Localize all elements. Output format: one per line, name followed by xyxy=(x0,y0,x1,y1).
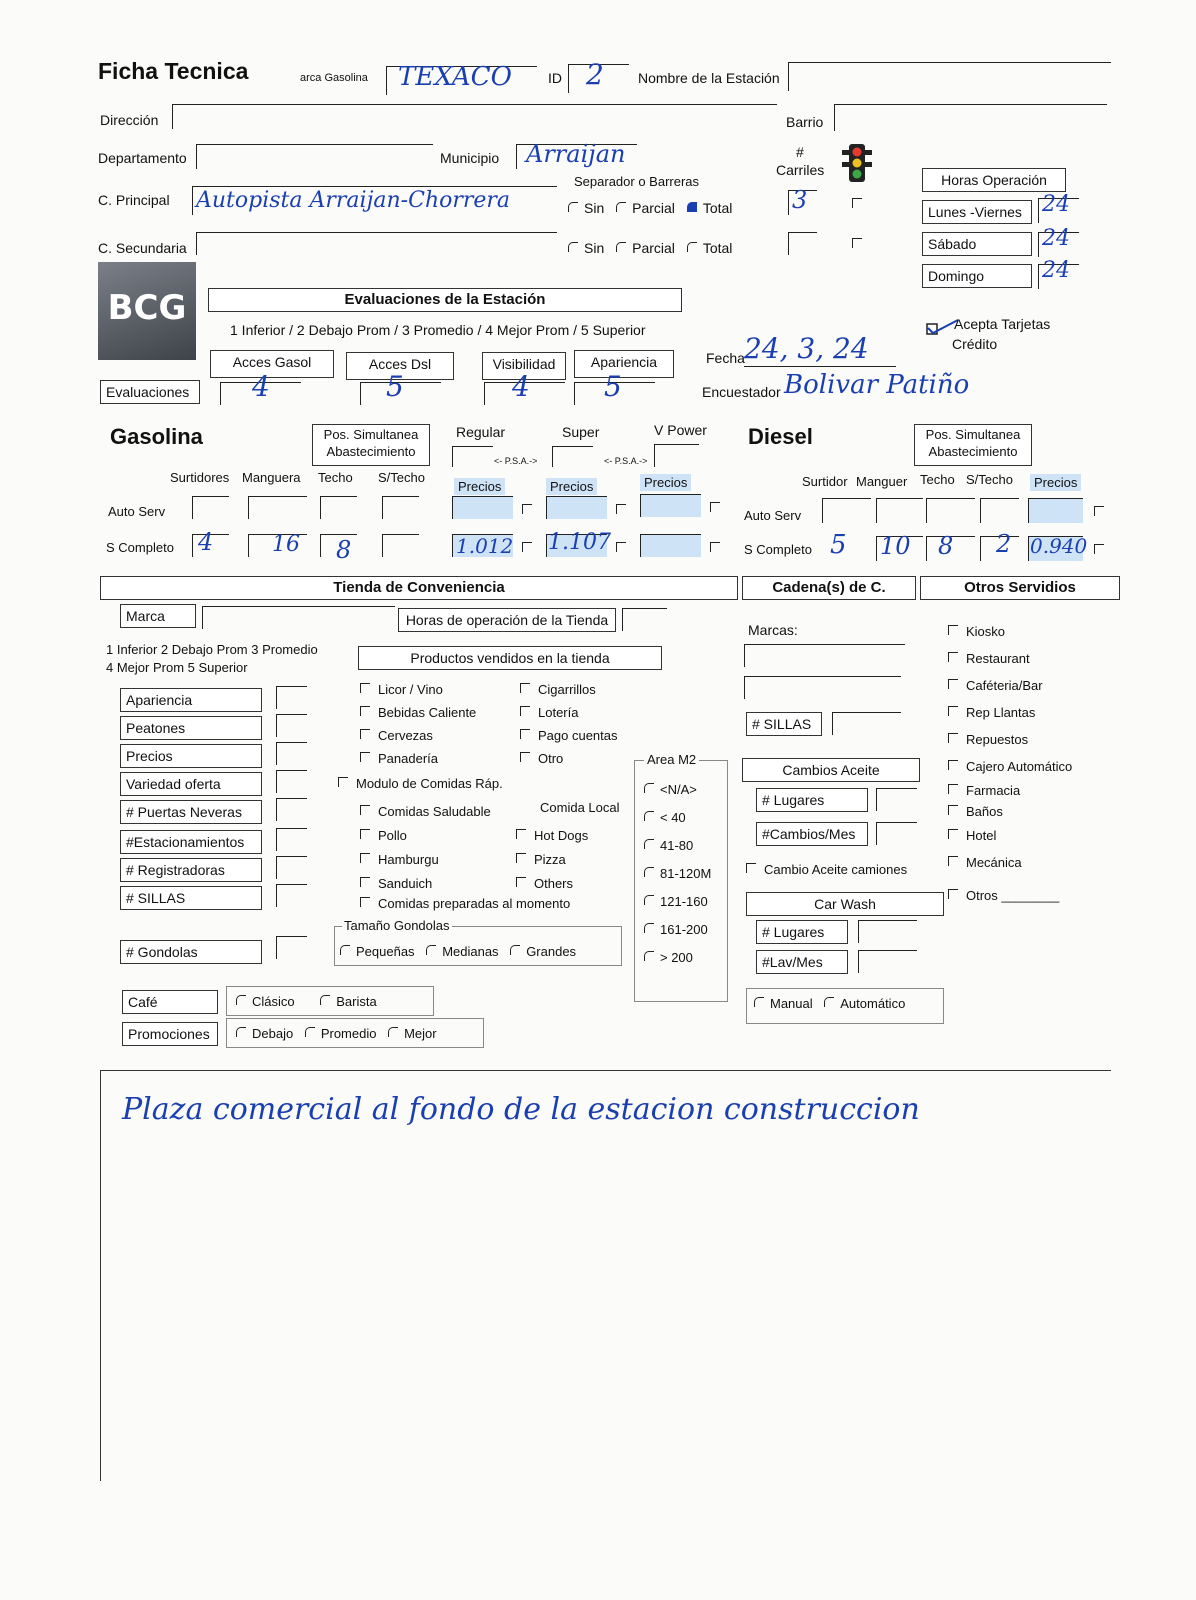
radio-parcial[interactable] xyxy=(616,202,626,212)
as-regular-checkbox[interactable] xyxy=(522,502,540,520)
tienda-scale-1: 1 Inferior 2 Debajo Prom 3 Promedio xyxy=(106,642,318,657)
radio-area-81-120[interactable]: 81-120M xyxy=(636,860,711,888)
tamano-radios[interactable]: Pequeñas Medianas Grandes xyxy=(332,944,576,959)
producto-bebidas[interactable]: Bebidas Caliente xyxy=(360,701,476,724)
as-manguera-field[interactable] xyxy=(248,496,307,519)
d-sc-manguer-value: 10 xyxy=(880,532,911,560)
as-vpower-precio-field[interactable] xyxy=(640,494,701,517)
comida-pollo[interactable]: Pollo xyxy=(360,824,491,848)
psa-label-2: <- P.S.A.-> xyxy=(604,456,648,466)
rating-registradoras-field[interactable] xyxy=(276,856,307,879)
sc-regular-checkbox[interactable] xyxy=(522,540,540,558)
acces-gasol-label: Acces Gasol xyxy=(210,350,334,378)
as-surtidores-field[interactable] xyxy=(192,496,229,519)
rating-peatones-field[interactable] xyxy=(276,714,307,737)
acces-gasol-value: 4 xyxy=(252,370,270,403)
acces-dsl-label: Acces Dsl xyxy=(346,352,454,380)
radio-area-na[interactable]: <N/A> xyxy=(636,776,711,804)
barrio-label: Barrio xyxy=(786,114,824,130)
marca-value: TEXACO xyxy=(398,62,512,92)
municipio-value: Arraijan xyxy=(526,140,626,168)
area-title: Area M2 xyxy=(644,752,699,767)
cambios-mes-label: #Cambios/Mes xyxy=(756,822,868,846)
acces-dsl-value: 5 xyxy=(386,370,404,403)
psa-super-field[interactable] xyxy=(552,446,593,467)
productos-title: Productos vendidos en la tienda xyxy=(358,646,662,670)
as-super-precio-field[interactable] xyxy=(546,496,607,519)
otros-banos[interactable]: Baños xyxy=(948,802,1072,822)
comidas-preparadas[interactable]: Comidas preparadas al momento xyxy=(360,896,570,911)
otros-restaurant[interactable]: Restaurant xyxy=(948,645,1072,672)
radio-clasico[interactable] xyxy=(236,995,246,1005)
carwash-title: Car Wash xyxy=(746,892,944,916)
diesel-techo-label: Techo xyxy=(920,472,955,487)
precios-super-label: Precios xyxy=(546,478,597,495)
producto-cervezas[interactable]: Cervezas xyxy=(360,724,476,747)
otros-repuestos[interactable]: Repuestos xyxy=(948,726,1072,753)
as-techo-field[interactable] xyxy=(320,496,357,519)
diesel-precios-label: Precios xyxy=(1030,474,1081,491)
comida-hamburgu[interactable]: Hamburgu xyxy=(360,848,491,872)
radio-promedio[interactable] xyxy=(305,1027,315,1037)
psa-regular-field[interactable] xyxy=(452,446,493,467)
rating-sillas-label: # SILLAS xyxy=(120,886,262,910)
carwash-lugares-field[interactable] xyxy=(858,920,917,943)
marca-label: arca Gasolina xyxy=(300,72,368,84)
horas-sab-value: 24 xyxy=(1042,226,1070,251)
psa-vpower-field[interactable] xyxy=(654,444,699,467)
gondolas-field[interactable] xyxy=(276,936,307,959)
promociones-label: Promociones xyxy=(122,1022,218,1046)
carriles-value: 3 xyxy=(792,186,808,214)
horas-lv-value: 24 xyxy=(1042,192,1070,217)
gasolina-pos-simultanea: Pos. Simultanea Abastecimiento xyxy=(312,424,430,466)
diesel-stecho-label: S/Techo xyxy=(966,472,1013,487)
notes-text: Plaza comercial al fondo de la estacion construccion xyxy=(122,1092,920,1127)
radio-area-161-200[interactable]: 161-200 xyxy=(636,916,711,944)
visibilidad-label: Visibilidad xyxy=(482,352,566,380)
d-as-checkbox[interactable] xyxy=(1094,504,1112,522)
as-stecho-field[interactable] xyxy=(382,496,419,519)
marcas-field-1[interactable] xyxy=(744,644,905,667)
as-super-checkbox[interactable] xyxy=(616,502,634,520)
auto-serv-label: Auto Serv xyxy=(108,504,166,519)
otros-cajero[interactable]: Cajero Automático xyxy=(948,753,1072,780)
tienda-marca-label: Marca xyxy=(120,604,196,628)
super-label: Super xyxy=(562,424,600,440)
cambios-aceite-title: Cambios Aceite xyxy=(742,758,920,782)
as-vpower-checkbox[interactable] xyxy=(710,500,728,518)
otros-mecanica[interactable]: Mecánica xyxy=(948,849,1072,876)
rating-precios-field[interactable] xyxy=(276,742,307,765)
diesel-s-completo-label: S Completo xyxy=(744,542,812,557)
otros-list xyxy=(948,618,1072,909)
otros-otros[interactable]: Otros ________ xyxy=(948,882,1072,909)
comida-saludable[interactable]: Comidas Saludable xyxy=(360,800,491,824)
rating-estacionamientos-label: #Estacionamientos xyxy=(120,830,262,854)
s-completo-label: S Completo xyxy=(106,540,174,555)
d-sc-techo-value: 8 xyxy=(938,532,954,560)
producto-otro[interactable]: Otro xyxy=(520,747,618,770)
carriles-label: Carriles xyxy=(776,162,825,178)
secundaria-label: C. Secundaria xyxy=(98,240,187,256)
radio-area-121-160[interactable]: 121-160 xyxy=(636,888,711,916)
municipio-label: Municipio xyxy=(440,150,500,166)
rating-sillas-field[interactable] xyxy=(276,884,307,907)
d-sc-surtidor-value: 5 xyxy=(830,530,847,560)
evaluaciones-title: Evaluaciones de la Estación xyxy=(208,288,682,312)
radio-area-40[interactable]: < 40 xyxy=(636,804,711,832)
carriles-hash: # xyxy=(796,144,804,160)
sc-stecho-field[interactable] xyxy=(382,534,419,557)
precios-vpower-label: Precios xyxy=(640,474,691,491)
d-as-techo-field[interactable] xyxy=(926,498,975,523)
radio-medianas[interactable] xyxy=(426,945,436,955)
d-sc-checkbox[interactable] xyxy=(1094,542,1112,560)
fecha-line xyxy=(744,366,896,367)
separador-principal-radios[interactable]: Sin Parcial Total xyxy=(560,200,732,216)
promociones-radios[interactable]: Debajo Promedio Mejor xyxy=(228,1026,437,1041)
vpower-label: V Power xyxy=(654,422,707,438)
cafe-label: Café xyxy=(122,990,218,1014)
gondolas-label: # Gondolas xyxy=(120,940,262,964)
comidas-right xyxy=(516,824,588,896)
rating-registradoras-label: # Registradoras xyxy=(120,858,262,882)
stecho-label: S/Techo xyxy=(378,470,425,485)
producto-cigarrillos[interactable]: Cigarrillos xyxy=(520,678,618,701)
principal-value: Autopista Arraijan-Chorrera xyxy=(196,188,511,213)
carwash-radios[interactable]: Manual Automático xyxy=(746,996,905,1011)
tienda-marca-field[interactable] xyxy=(202,606,395,629)
psa-label-1: <- P.S.A.-> xyxy=(494,456,538,466)
evaluaciones-scale: 1 Inferior / 2 Debajo Prom / 3 Promedio / 4 Mejor Prom / 5 Superior xyxy=(230,322,646,338)
comida-pizza[interactable]: Pizza xyxy=(516,848,588,872)
radio-debajo[interactable] xyxy=(236,1027,246,1037)
otros-farmacia[interactable]: Farmacia xyxy=(948,780,1072,802)
separador-label: Separador o Barreras xyxy=(574,174,700,189)
sc-super-precio-value: 1.107 xyxy=(548,530,611,555)
rating-variedad-field[interactable] xyxy=(276,770,307,793)
rating-puertas-field[interactable] xyxy=(276,798,307,821)
radio-barista[interactable] xyxy=(320,995,330,1005)
departamento-field[interactable] xyxy=(196,144,433,169)
diesel-auto-serv-label: Auto Serv xyxy=(744,508,802,523)
id-label: ID xyxy=(548,70,562,86)
evaluaciones-row-label: Evaluaciones xyxy=(100,380,200,404)
cambio-camiones[interactable]: Cambio Aceite camiones xyxy=(746,862,907,877)
secundaria-field[interactable] xyxy=(196,232,557,255)
surtidores-label: Surtidores xyxy=(170,470,230,485)
rating-peatones-label: Peatones xyxy=(120,716,262,740)
carwash-lav-label: #Lav/Mes xyxy=(756,950,848,974)
visibilidad-value: 4 xyxy=(512,370,530,403)
producto-licor[interactable]: Licor / Vino xyxy=(360,678,476,701)
radio-area-41-80[interactable]: 41-80 xyxy=(636,832,711,860)
surtidor-label: Surtidor xyxy=(802,474,848,489)
sc-techo-value: 8 xyxy=(336,536,352,564)
techo-label: Techo xyxy=(318,470,353,485)
otros-cafeteria[interactable]: Caféteria/Bar xyxy=(948,672,1072,699)
radio-area-200[interactable]: > 200 xyxy=(636,944,711,972)
departamento-label: Departamento xyxy=(98,150,187,166)
marcas-label: Marcas: xyxy=(748,622,798,638)
acepta-tarjetas-label: Acepta Tarjetas xyxy=(954,316,1051,332)
bcg-logo: BCG xyxy=(98,262,196,360)
traffic-light-icon xyxy=(840,142,874,189)
tamano-gondolas-label: Tamaño Gondolas xyxy=(344,918,450,933)
credito-label: Crédito xyxy=(952,336,998,352)
fecha-value: 24, 3, 24 xyxy=(744,332,869,365)
producto-loteria[interactable]: Lotería xyxy=(520,701,618,724)
carwash-lugares-label: # Lugares xyxy=(756,920,848,944)
cadenas-sillas-label: # SILLAS xyxy=(746,712,822,736)
diesel-title: Diesel xyxy=(748,424,813,449)
d-sc-stecho-value: 2 xyxy=(996,530,1012,558)
radio-grandes[interactable] xyxy=(510,945,520,955)
fecha-label: Fecha xyxy=(706,350,745,366)
otros-hotel[interactable]: Hotel xyxy=(948,822,1072,849)
sc-vpower-precio-field[interactable] xyxy=(640,534,701,557)
carriles-secundaria-field[interactable] xyxy=(788,232,817,255)
sc-surtidores-value: 4 xyxy=(198,528,214,556)
d-sc-precio-value: 0.940 xyxy=(1030,534,1088,558)
page-title: Ficha Tecnica xyxy=(98,58,249,84)
cadenas-title: Cadena(s) de C. xyxy=(742,576,916,600)
rating-precios-label: Precios xyxy=(120,744,262,768)
precios-regular-label: Precios xyxy=(454,478,505,495)
producto-pago-cuentas[interactable]: Pago cuentas xyxy=(520,724,618,747)
carwash-lav-field[interactable] xyxy=(858,950,917,973)
tienda-horas-field[interactable] xyxy=(622,608,667,631)
area-options xyxy=(636,776,711,972)
tienda-scale-2: 4 Mejor Prom 5 Superior xyxy=(106,660,248,675)
semaforo-principal-checkbox[interactable] xyxy=(852,196,870,214)
rating-variedad-label: Variedad oferta xyxy=(120,772,262,796)
principal-label: C. Principal xyxy=(98,192,170,208)
comida-others[interactable]: Others xyxy=(516,872,588,896)
radio-total-selected[interactable] xyxy=(687,202,697,212)
radio-sin[interactable] xyxy=(568,242,578,252)
radio-parcial[interactable] xyxy=(616,242,626,252)
as-regular-precio-field[interactable] xyxy=(452,496,513,519)
comida-local-label: Comida Local xyxy=(540,800,620,815)
marcas-field-2[interactable] xyxy=(744,676,901,699)
radio-automatico[interactable] xyxy=(824,997,834,1007)
radio-mejor[interactable] xyxy=(388,1027,398,1037)
cambios-lugares-field[interactable] xyxy=(876,788,917,811)
semaforo-secundaria-checkbox[interactable] xyxy=(852,236,870,254)
radio-manual[interactable] xyxy=(754,997,764,1007)
d-as-stecho-field[interactable] xyxy=(980,498,1019,523)
d-as-surtidor-field[interactable] xyxy=(822,498,871,523)
horas-dom-label: Domingo xyxy=(922,264,1032,288)
tienda-title: Tienda de Conveniencia xyxy=(100,576,738,600)
rating-apariencia-field[interactable] xyxy=(276,686,307,709)
separador-secundaria-radios[interactable]: Sin Parcial Total xyxy=(560,240,732,256)
producto-panaderia[interactable]: Panadería xyxy=(360,747,476,770)
cambios-mes-field[interactable] xyxy=(876,822,917,845)
horas-dom-value: 24 xyxy=(1042,258,1070,283)
encuestador-value: Bolivar Patiño xyxy=(784,370,970,400)
sc-manguera-value: 16 xyxy=(272,532,300,557)
tienda-horas-label: Horas de operación de la Tienda xyxy=(398,608,616,632)
manguer-label: Manguer xyxy=(856,474,908,489)
rating-puertas-label: # Puertas Neveras xyxy=(120,800,262,824)
horas-title: Horas Operación xyxy=(922,168,1066,192)
sc-super-checkbox[interactable] xyxy=(616,540,634,558)
rating-apariencia-label: Apariencia xyxy=(120,688,262,712)
gasolina-title: Gasolina xyxy=(110,424,203,449)
nombre-label: Nombre de la Estación xyxy=(638,70,780,86)
direccion-label: Dirección xyxy=(100,112,159,128)
d-as-manguer-field[interactable] xyxy=(876,498,923,523)
otros-title: Otros Servidios xyxy=(920,576,1120,600)
radio-pequenas[interactable] xyxy=(340,945,350,955)
id-value: 2 xyxy=(586,58,604,91)
nombre-field[interactable] xyxy=(788,62,1111,91)
d-as-precio-field[interactable] xyxy=(1028,498,1083,523)
rating-estacionamientos-field[interactable] xyxy=(276,828,307,851)
productos-right xyxy=(520,678,618,770)
sc-regular-precio-value: 1.012 xyxy=(456,534,514,558)
cadenas-sillas-field[interactable] xyxy=(832,712,901,735)
radio-total[interactable] xyxy=(687,242,697,252)
cambios-lugares-label: # Lugares xyxy=(756,788,868,812)
apariencia-label: Apariencia xyxy=(574,350,674,378)
sc-vpower-checkbox[interactable] xyxy=(710,540,728,558)
cafe-radios[interactable]: Clásico Barista xyxy=(228,994,377,1009)
notes-area[interactable] xyxy=(100,1070,1111,1481)
encuestador-label: Encuestador xyxy=(702,384,781,400)
apariencia-value: 5 xyxy=(604,370,622,403)
horas-lv-label: Lunes -Viernes xyxy=(922,200,1032,224)
otros-kiosko[interactable]: Kiosko xyxy=(948,618,1072,645)
comida-sanduich[interactable]: Sanduich xyxy=(360,872,491,896)
direccion-field[interactable] xyxy=(172,104,777,129)
horas-sab-label: Sábado xyxy=(922,232,1032,256)
otros-rep-llantas[interactable]: Rep Llantas xyxy=(948,699,1072,726)
regular-label: Regular xyxy=(456,424,506,440)
manguera-label: Manguera xyxy=(242,470,301,485)
comida-hot-dogs[interactable]: Hot Dogs xyxy=(516,824,588,848)
productos-left xyxy=(360,678,476,770)
barrio-field[interactable] xyxy=(834,104,1107,131)
diesel-pos-simultanea: Pos. Simultanea Abastecimiento xyxy=(914,424,1032,466)
modulo-comidas[interactable]: Modulo de Comidas Ráp. xyxy=(338,776,503,791)
comidas-left xyxy=(360,800,491,896)
radio-sin[interactable] xyxy=(568,202,578,212)
